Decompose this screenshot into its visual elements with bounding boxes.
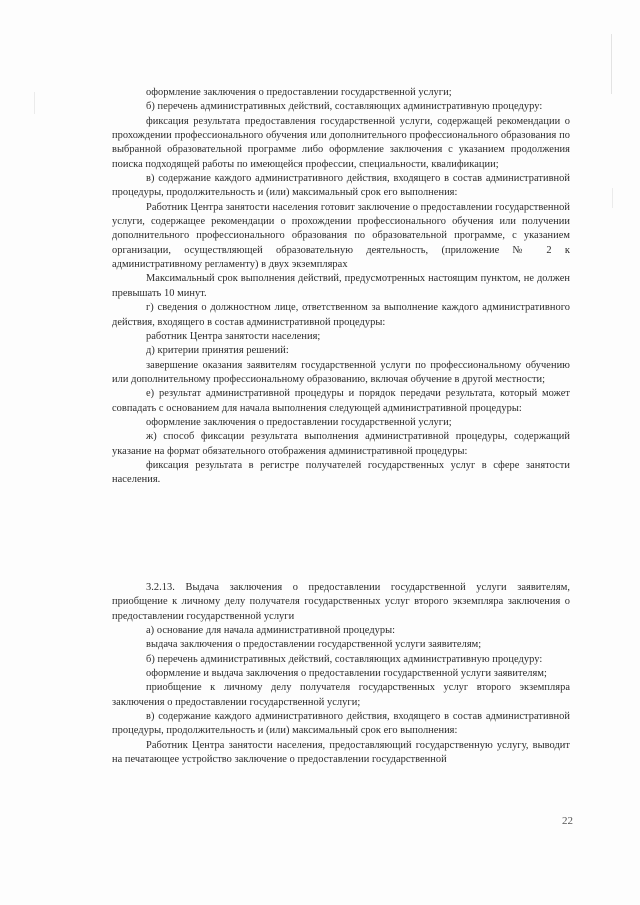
body-text-section-2 [112, 581, 570, 767]
paragraph: б) перечень административных действий, составляющих административную процедуру: [146, 653, 543, 665]
paragraph: в) содержание каждого административного действия, входящего в состав административной процедуры, продолжительность и (или) максимальный срок его выполнения: [112, 173, 570, 199]
paragraph: д) критерии принятия решений: [146, 345, 289, 357]
paragraph: оформление заключения о предоставлении государственной услуги; [146, 416, 452, 428]
paragraph: а) основание для начала административной процедуры: [146, 625, 396, 637]
scan-artifact [611, 34, 612, 94]
scan-artifact [34, 92, 35, 114]
paragraph: приобщение к личному делу получателя государственных услуг второго экземпляра заключения о предоставлении государственной услуги; [112, 682, 570, 708]
paragraph: оформление заключения о предоставлении государственной услуги; [146, 87, 452, 98]
section-heading: 3.2.13. Выдача заключения о предоставлении государственной услуги заявителям, приобщение к личному делу получателя государственных услуг второго экземпляра заключения о предоставлении государственной услуги [112, 582, 570, 622]
paragraph: е) результат административной процедуры и порядок передачи результата, который может совпадать с основанием для начала выполнения следующей административной процедуры: [112, 388, 570, 414]
paragraph: ж) способ фиксации результата выполнения административной процедуры, содержащий указание на формат обязательного отображения административной процедуры: [112, 431, 570, 457]
paragraph: Максимальный срок выполнения действий, предусмотренных настоящим пунктом, не должен превышать 10 минут. [112, 273, 570, 299]
paragraph: в) содержание каждого административного действия, входящего в состав административной процедуры, продолжительность и (или) максимальный срок его выполнения: [112, 711, 570, 737]
paragraph: Работник Центра занятости населения готовит заключение о предоставлении государственной услуги, содержащее рекомендации о прохождении профессионального обучения или получении дополнительного профессионального образования по образовательной программе, с указанием организации, осуществляющей образовательную деятельность, (приложение № 2 к административному регламенту) в двух экземплярах [112, 201, 570, 271]
paragraph: г) сведения о должностном лице, ответственном за выполнение каждого административного действия, входящего в состав административной процедуры: [112, 302, 570, 328]
paragraph: оформление и выдача заключения о предоставлении государственной услуги заявителям; [146, 668, 547, 680]
paragraph: б) перечень административных действий, составляющих административную процедуру: [146, 101, 543, 113]
body-text-section-1 [112, 86, 570, 488]
paragraph: выдача заключения о предоставлении государственной услуги заявителям; [146, 639, 482, 651]
paragraph: работник Центра занятости населения; [146, 330, 321, 342]
paragraph: завершение оказания заявителям государственной услуги по профессиональному обучению или дополнительному профессиональному образованию, включая обучение в другой местности; [112, 359, 570, 385]
page-number: 22 [562, 815, 573, 827]
paragraph: фиксация результата предоставления государственной услуги, содержащей рекомендации о прохождении профессионального обучения или дополнительного профессионального образования по выбранной образовательной программе либо оформление заключения с указанием продолжения поиска подходящей работы по имеющейся профессии, специальности, квалификации; [112, 115, 570, 170]
scan-artifact [612, 188, 613, 208]
paragraph: Работник Центра занятости населения, предоставляющий государственную услугу, выводит на печатающее устройство заключение о предоставлении государственной [112, 739, 570, 766]
paragraph: фиксация результата в регистре получателей государственных услуг в сфере занятости населения. [112, 459, 570, 486]
